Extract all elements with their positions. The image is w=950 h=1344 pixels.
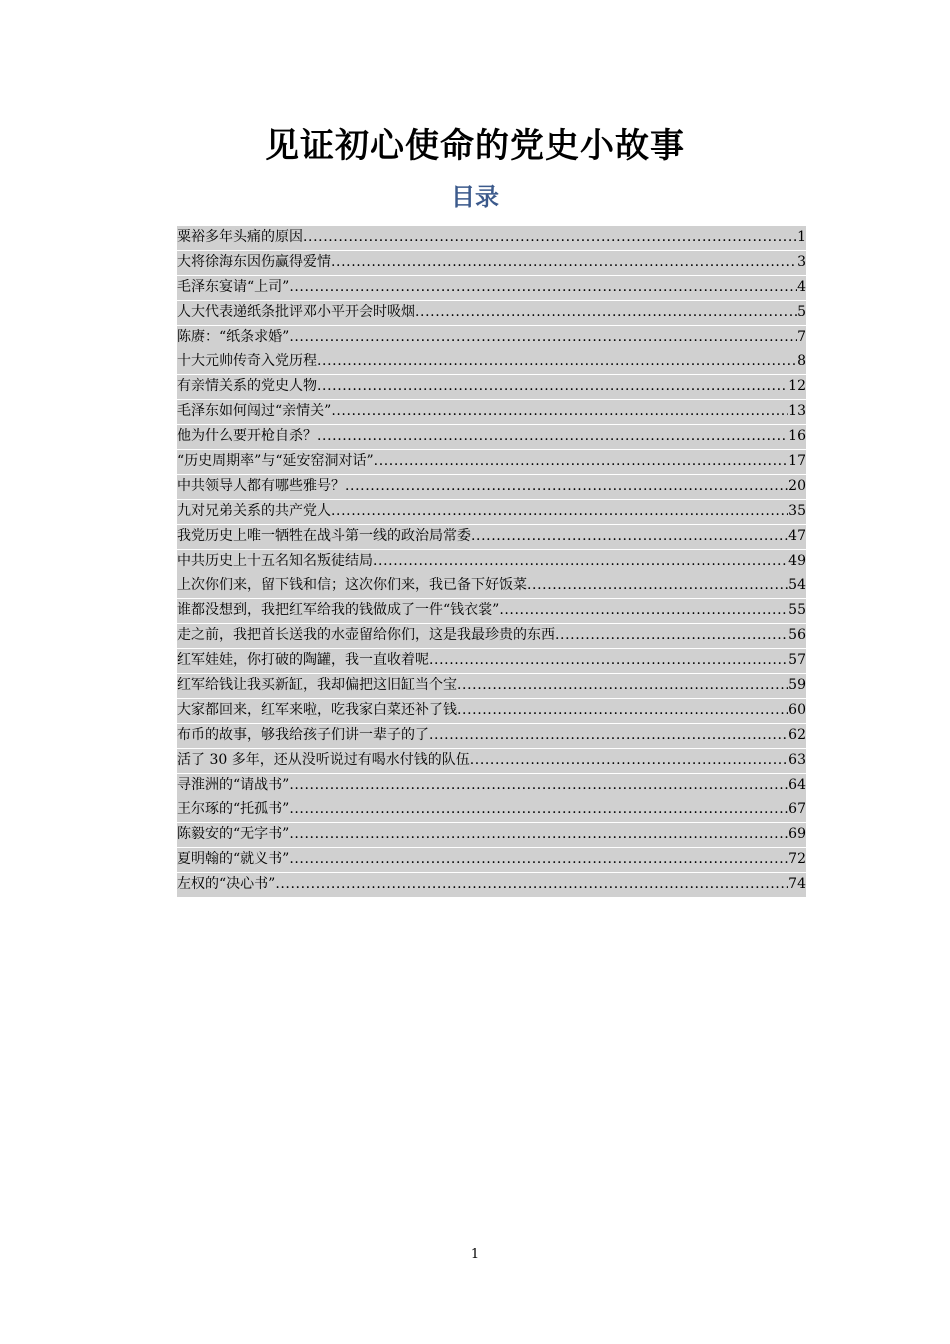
toc-leader-dots [470, 749, 788, 773]
toc-leader-dots [317, 350, 797, 374]
toc-entry-page: 12 [788, 375, 806, 399]
toc-entry-title: 我党历史上唯一牺牲在战斗第一线的政治局常委 [177, 525, 471, 549]
table-of-contents [177, 226, 806, 898]
toc-leader-dots [289, 774, 788, 798]
toc-leader-dots [317, 425, 788, 449]
toc-leader-dots [374, 450, 789, 474]
toc-entry-title: 陈赓：“纸条求婚” [177, 326, 289, 350]
toc-entry[interactable] [177, 823, 806, 848]
toc-entry-title: 走之前，我把首长送我的水壶留给你们，这是我最珍贵的东西 [177, 624, 555, 648]
toc-leader-dots [303, 226, 797, 250]
toc-entry-page: 16 [788, 425, 806, 449]
toc-entry-title: 毛泽东宴请“上司” [177, 276, 289, 300]
toc-entry-page: 60 [788, 699, 806, 723]
toc-entry-page: 4 [797, 276, 806, 300]
toc-entry-page: 67 [788, 798, 806, 822]
toc-leader-dots [289, 798, 788, 822]
toc-entry-title: 九对兄弟关系的共产党人 [177, 500, 331, 524]
toc-leader-dots [289, 326, 797, 350]
toc-entry-page: 17 [788, 450, 806, 474]
toc-entry-title: 活了 30 多年，还从没听说过有喝水付钱的队伍 [177, 749, 470, 773]
toc-entry-title: 大将徐海东因伤赢得爱情 [177, 251, 331, 275]
toc-leader-dots [275, 873, 788, 897]
toc-entry-title: 陈毅安的“无字书” [177, 823, 289, 847]
toc-leader-dots [317, 375, 788, 399]
toc-leader-dots [429, 724, 788, 748]
toc-entry[interactable] [177, 375, 806, 400]
toc-leader-dots [289, 823, 788, 847]
toc-leader-dots [457, 699, 788, 723]
toc-entry-page: 35 [788, 500, 806, 524]
toc-entry-page: 3 [797, 251, 806, 275]
toc-leader-dots [331, 251, 797, 275]
page-number: 1 [470, 1247, 480, 1262]
toc-entry[interactable] [177, 649, 806, 674]
toc-leader-dots [415, 301, 797, 325]
toc-entry[interactable] [177, 749, 806, 774]
toc-entry-page: 72 [788, 848, 806, 872]
toc-entry-page: 49 [788, 550, 806, 574]
toc-entry[interactable] [177, 699, 806, 724]
toc-entry-title: 左权的“决心书” [177, 873, 275, 897]
toc-entry[interactable] [177, 400, 806, 425]
toc-entry-page: 20 [788, 475, 806, 499]
toc-entry-page: 7 [797, 326, 806, 350]
toc-entry-title: 毛泽东如何闯过“亲情关” [177, 400, 331, 424]
toc-entry-page: 57 [788, 649, 806, 673]
toc-entry[interactable] [177, 276, 806, 301]
toc-entry-page: 59 [788, 674, 806, 698]
toc-entry[interactable] [177, 450, 806, 475]
toc-entry-title: 人大代表递纸条批评邓小平开会时吸烟 [177, 301, 415, 325]
toc-entry-page: 56 [788, 624, 806, 648]
toc-entry-title: 谁都没想到，我把红军给我的钱做成了一件“钱衣裳” [177, 599, 499, 623]
toc-leader-dots [527, 574, 788, 598]
toc-entry[interactable] [177, 350, 806, 375]
toc-entry-title: 王尔琢的“托孤书” [177, 798, 289, 822]
toc-leader-dots [499, 599, 788, 623]
toc-entry-title: 中共领导人都有哪些雅号？ [177, 475, 345, 499]
toc-leader-dots [331, 500, 788, 524]
toc-leader-dots [345, 475, 788, 499]
toc-entry[interactable] [177, 599, 806, 624]
toc-entry[interactable] [177, 724, 806, 749]
toc-entry-title: 中共历史上十五名知名叛徒结局 [177, 550, 373, 574]
toc-entry[interactable] [177, 774, 806, 799]
toc-entry-title: 有亲情关系的党史人物 [177, 375, 317, 399]
toc-leader-dots [289, 276, 797, 300]
toc-entry-title: 大家都回来，红军来啦，吃我家白菜还补了钱 [177, 699, 457, 723]
toc-entry-page: 13 [788, 400, 806, 424]
toc-entry-page: 5 [797, 301, 806, 325]
toc-entry-title: 寻淮洲的“请战书” [177, 774, 289, 798]
toc-entry-page: 54 [788, 574, 806, 598]
toc-entry-page: 63 [788, 749, 806, 773]
toc-entry-title: 夏明翰的“就义书” [177, 848, 289, 872]
toc-entry-title: 十大元帅传奇入党历程 [177, 350, 317, 374]
toc-entry[interactable] [177, 848, 806, 873]
toc-entry-title: 布币的故事，够我给孩子们讲一辈子的了 [177, 724, 429, 748]
toc-entry-page: 1 [797, 226, 806, 250]
toc-leader-dots [289, 848, 788, 872]
toc-leader-dots [331, 400, 788, 424]
toc-entry-page: 62 [788, 724, 806, 748]
toc-entry-page: 55 [788, 599, 806, 623]
toc-entry-title: 上次你们来，留下钱和信；这次你们来，我已备下好饭菜 [177, 574, 527, 598]
toc-heading: 目录 [451, 182, 499, 211]
toc-leader-dots [555, 624, 788, 648]
toc-entry-page: 64 [788, 774, 806, 798]
toc-entry[interactable] [177, 500, 806, 525]
toc-leader-dots [373, 550, 788, 574]
toc-entry-page: 47 [788, 525, 806, 549]
toc-entry[interactable] [177, 525, 806, 550]
toc-entry[interactable] [177, 226, 806, 251]
toc-leader-dots [457, 674, 788, 698]
toc-entry[interactable] [177, 251, 806, 276]
toc-entry[interactable] [177, 475, 806, 500]
toc-entry-title: 他为什么要开枪自杀？ [177, 425, 317, 449]
toc-entry[interactable] [177, 674, 806, 699]
toc-entry-title: 红军给钱让我买新缸，我却偏把这旧缸当个宝 [177, 674, 457, 698]
toc-entry-title: 红军娃娃，你打破的陶罐，我一直收着呢 [177, 649, 429, 673]
toc-entry-page: 69 [788, 823, 806, 847]
toc-entry-page: 8 [797, 350, 806, 374]
toc-leader-dots [429, 649, 788, 673]
toc-entry[interactable] [177, 425, 806, 450]
toc-entry[interactable] [177, 798, 806, 823]
toc-entry[interactable] [177, 326, 806, 351]
toc-entry-title: 粟裕多年头痛的原因 [177, 226, 303, 250]
toc-entry[interactable] [177, 550, 806, 575]
toc-entry[interactable] [177, 574, 806, 599]
toc-entry-page: 74 [788, 873, 806, 897]
toc-leader-dots [471, 525, 788, 549]
toc-entry[interactable] [177, 624, 806, 649]
toc-entry[interactable] [177, 301, 806, 326]
toc-entry[interactable] [177, 873, 806, 898]
document-title: 见证初心使命的党史小故事 [265, 126, 685, 166]
toc-entry-title: “历史周期率”与“延安窑洞对话” [177, 450, 374, 474]
